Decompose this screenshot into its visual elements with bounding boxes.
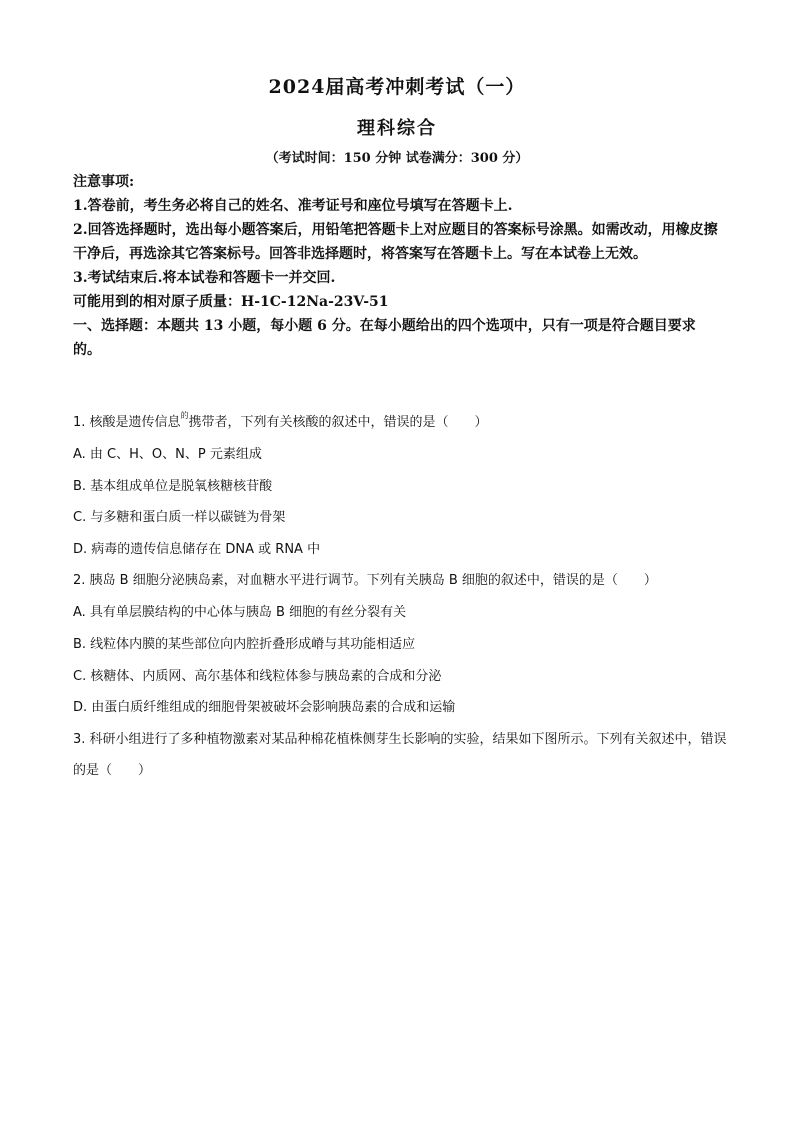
question-1-option-b: B. 基本组成单位是脱氧核糖核苷酸 — [73, 478, 273, 494]
note-item-1: 1.答卷前，考生务必将自己的姓名、准考证号和座位号填写在答题卡上. — [73, 198, 513, 214]
question-2-option-c: C. 核糖体、内质网、高尔基体和线粒体参与胰岛素的合成和分泌 — [73, 668, 442, 684]
question-2-option-b: B. 线粒体内膜的某些部位向内腔折叠形成嵴与其功能相适应 — [73, 636, 416, 652]
notes-heading: 注意事项: — [73, 174, 135, 190]
question-3-stem: 3. 科研小组进行了多种植物激素对某品种棉花植株侧芽生长影响的实验，结果如下图所示。下列有关叙述中，错误的是（ ） — [73, 731, 727, 778]
note-item-3: 3.考试结束后.将本试卷和答题卡一并交回. — [73, 270, 336, 286]
question-1-stem-after: 携带者，下列有关核酸的叙述中，错误的是（ ） — [188, 415, 488, 430]
question-1-option-a: A. 由 C、H、O、N、P 元素组成 — [73, 447, 262, 462]
exam-subject: 理科综合 — [357, 118, 437, 139]
note-item-2: 2.回答选择题时，选出每小题答案后，用铅笔把答题卡上对应题目的答案标号涂黑。如需改动，用橡皮擦干净后，再选涂其它答案标号。回答非选择题时，将答案写在答题卡上。写在本试卷上无效。 — [73, 222, 718, 262]
question-1-option-c: C. 与多糖和蛋白质一样以碳链为骨架 — [73, 510, 286, 526]
atomic-masses: 可能用到的相对原子质量：H-1C-12Na-23V-51 — [73, 294, 389, 310]
question-1-option-d: D. 病毒的遗传信息储存在 DNA 或 RNA 中 — [73, 541, 321, 557]
exam-info: （考试时间：150 分钟 试卷满分：300 分） — [265, 151, 529, 166]
question-1-stem-before: 1. 核酸是遗传信息 — [73, 415, 181, 430]
question-1-stem-sup: 的 — [180, 411, 189, 420]
questions — [73, 400, 733, 786]
question-2-option-a: A. 具有单层膜结构的中心体与胰岛 B 细胞的有丝分裂有关 — [73, 605, 407, 621]
question-1-stem — [73, 400, 733, 439]
notes-block — [73, 170, 723, 362]
exam-title: 2024届高考冲刺考试（一） — [268, 76, 526, 98]
question-2-option-d: D. 由蛋白质纤维组成的细胞骨架被破坏会影响胰岛素的合成和运输 — [73, 700, 456, 716]
question-2-stem: 2. 胰岛 B 细胞分泌胰岛素，对血糖水平进行调节。下列有关胰岛 B 细胞的叙述中，错误的是（ ） — [73, 573, 657, 589]
section-heading: 一、选择题：本题共 13 小题，每小题 6 分。在每小题给出的四个选项中，只有一项是符合题目要求的。 — [73, 318, 696, 358]
